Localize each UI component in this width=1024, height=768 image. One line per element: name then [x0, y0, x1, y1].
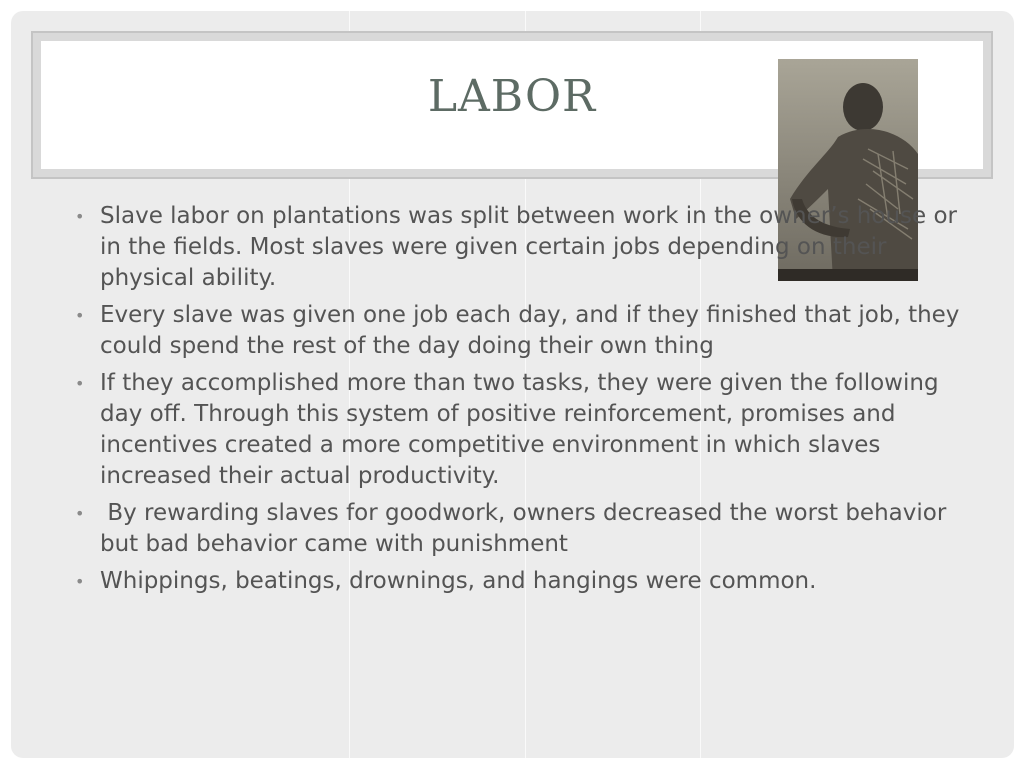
bullet-item — [75, 300, 965, 362]
bullet-icon: • — [75, 207, 85, 226]
bullet-icon: • — [75, 504, 85, 523]
bullet-item — [75, 498, 965, 560]
bullet-text: Whippings, beatings, drownings, and hangings were common. — [100, 568, 817, 594]
bullet-icon: • — [75, 572, 85, 591]
slide-title: LABOR — [427, 71, 597, 122]
bullet-item — [75, 201, 965, 294]
bullet-text: Slave labor on plantations was split between work in the owner’s house or in the fields. Most slaves were given certain jobs depending on their physical ability. — [100, 203, 957, 291]
slide — [11, 11, 1014, 758]
bullet-text: By rewarding slaves for goodwork, owners decreased the worst behavior but bad behavior came with punishment — [100, 500, 954, 557]
bullet-item — [75, 566, 965, 597]
bullet-text: Every slave was given one job each day, and if they finished that job, they could spend the rest of the day doing their own thing — [100, 302, 960, 359]
bullet-list — [75, 201, 965, 603]
bullet-text: If they accomplished more than two tasks, they were given the following day off. Through this system of positive reinforcement, promises and incentives created a more competitive environment in which slaves increased their actual productivity. — [100, 370, 939, 489]
bullet-icon: • — [75, 374, 85, 393]
bullet-icon: • — [75, 306, 85, 325]
bullet-item — [75, 368, 965, 492]
